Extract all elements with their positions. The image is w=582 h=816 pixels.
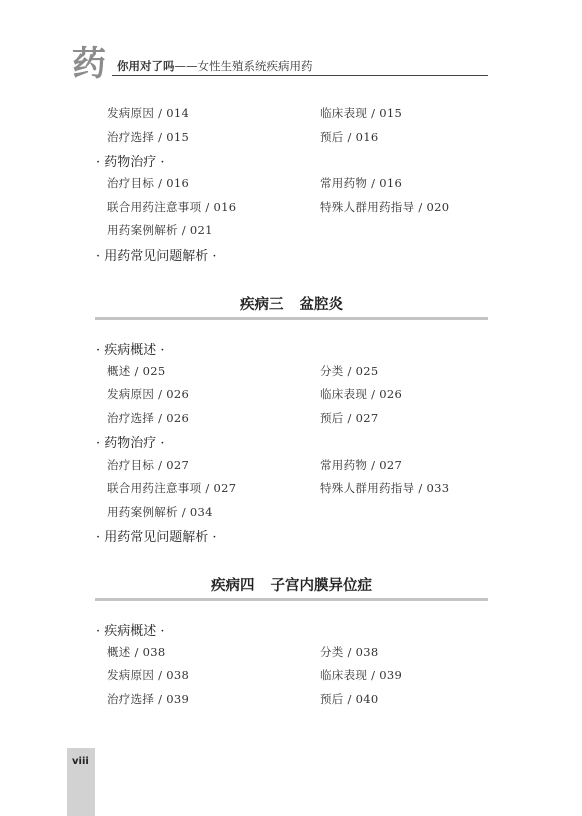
toc-entry[interactable]: 治疗选择 / 026 <box>107 411 190 425</box>
section-heading-faq[interactable]: · 用药常见问题解析 · <box>96 249 217 264</box>
book-logo-icon: 药 <box>72 44 106 84</box>
chapter-title[interactable] <box>95 293 488 314</box>
toc-entry[interactable]: 预后 / 040 <box>320 692 379 706</box>
running-title <box>117 58 313 74</box>
toc-entry[interactable]: 常用药物 / 016 <box>320 176 403 190</box>
chapter-title[interactable] <box>95 574 488 595</box>
toc-entry[interactable]: 概述 / 025 <box>107 364 166 378</box>
section-heading-faq[interactable]: · 用药常见问题解析 · <box>96 530 217 545</box>
chapter-rule <box>95 317 488 320</box>
toc-entry[interactable]: 发病原因 / 038 <box>107 668 190 682</box>
toc-entry[interactable]: 治疗选择 / 015 <box>107 130 190 144</box>
chapter-name: 子宫内膜异位症 <box>270 578 372 594</box>
toc-entry[interactable]: 概述 / 038 <box>107 645 166 659</box>
header-rule <box>112 75 488 76</box>
toc-entry[interactable]: 分类 / 038 <box>320 645 379 659</box>
toc-entry[interactable]: 预后 / 016 <box>320 130 379 144</box>
toc-entry[interactable]: 常用药物 / 027 <box>320 458 403 472</box>
toc-entry[interactable]: 治疗目标 / 027 <box>107 458 190 472</box>
toc-entry[interactable]: 联合用药注意事项 / 027 <box>107 481 237 495</box>
toc-entry[interactable]: 发病原因 / 014 <box>107 106 190 120</box>
toc-entry[interactable]: 治疗选择 / 039 <box>107 692 190 706</box>
toc-entry[interactable]: 分类 / 025 <box>320 364 379 378</box>
section-heading-overview[interactable]: · 疾病概述 · <box>96 624 165 639</box>
section-heading-drug-therapy[interactable]: · 药物治疗 · <box>96 436 165 451</box>
chapter-name: 盆腔炎 <box>299 297 343 313</box>
chapter-rule <box>95 598 488 601</box>
toc-entry[interactable]: 用药案例解析 / 034 <box>107 505 213 519</box>
toc-entry[interactable]: 预后 / 027 <box>320 411 379 425</box>
page-header <box>72 44 488 84</box>
toc-entry[interactable]: 治疗目标 / 016 <box>107 176 190 190</box>
toc-entry[interactable]: 特殊人群用药指导 / 020 <box>320 200 450 214</box>
toc-entry[interactable]: 临床表现 / 015 <box>320 106 403 120</box>
section-heading-drug-therapy[interactable]: · 药物治疗 · <box>96 155 165 170</box>
toc-entry[interactable]: 临床表现 / 026 <box>320 387 403 401</box>
toc-entry[interactable]: 用药案例解析 / 021 <box>107 223 213 237</box>
toc-entry[interactable]: 发病原因 / 026 <box>107 387 190 401</box>
chapter-number: 疾病三 <box>240 297 284 313</box>
toc-entry[interactable]: 临床表现 / 039 <box>320 668 403 682</box>
running-title-main: 你用对了吗 <box>117 59 175 73</box>
section-heading-overview[interactable]: · 疾病概述 · <box>96 343 165 358</box>
running-title-sub: ——女性生殖系统疾病用药 <box>174 59 313 73</box>
page-number: viii <box>72 756 89 767</box>
toc-entry[interactable]: 联合用药注意事项 / 016 <box>107 200 237 214</box>
toc-entry[interactable]: 特殊人群用药指导 / 033 <box>320 481 450 495</box>
chapter-number: 疾病四 <box>211 578 255 594</box>
